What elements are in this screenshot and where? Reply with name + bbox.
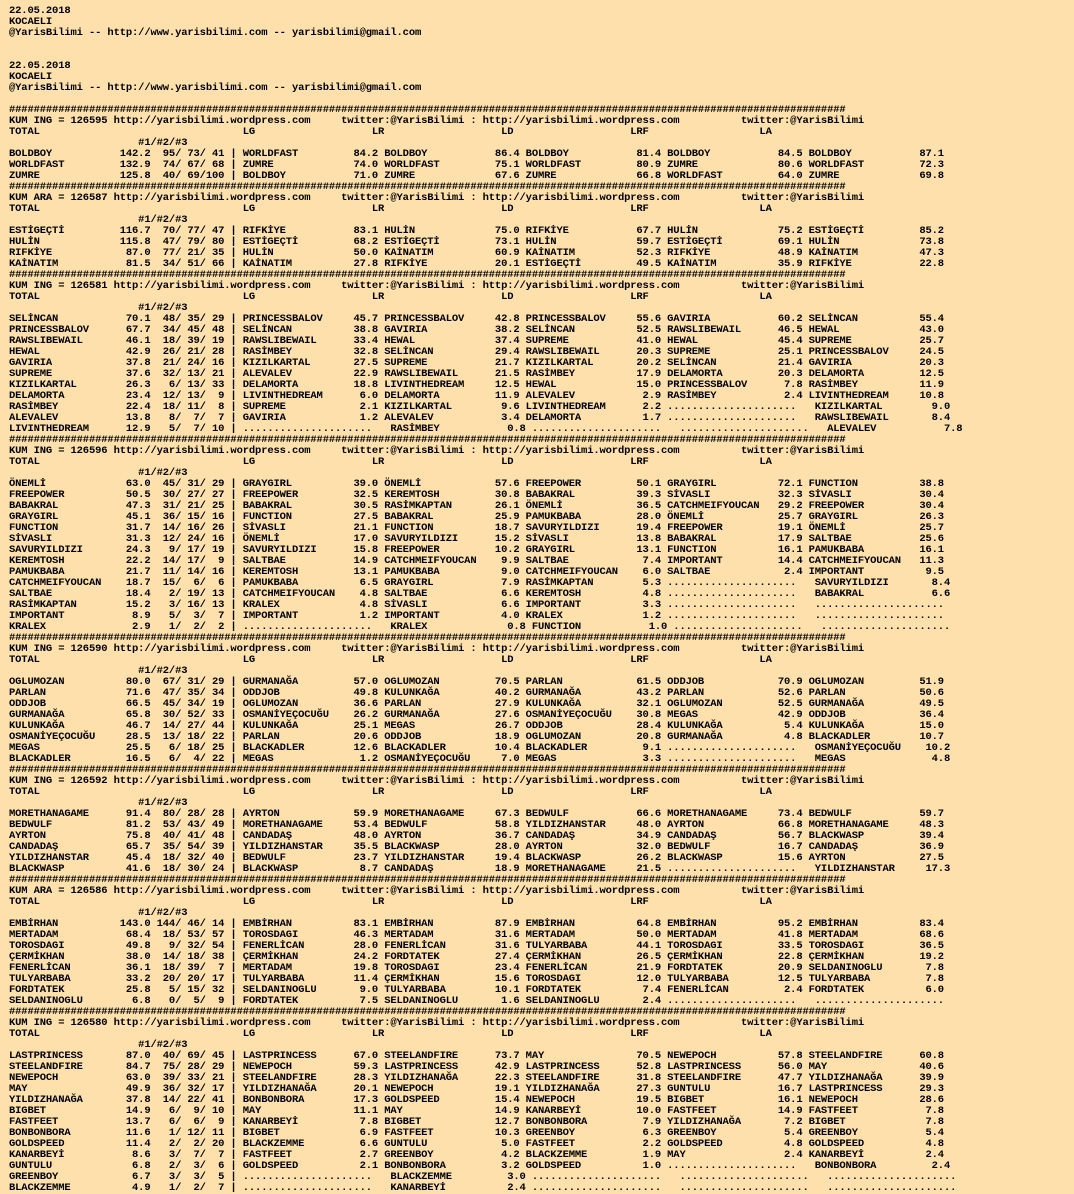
- column-subheader: #1/#2/#3: [9, 137, 188, 149]
- table-row: ALEVALEV 13.8 8/ 7/ 7 | GAVIRIA 1.2 ALEVALEV 3.4 DELAMORTA 1.7 ..................... RAWSLIBEWAIL 8.4: [9, 412, 951, 424]
- column-headers: TOTAL LG LR LD LRF LA: [9, 203, 772, 215]
- race-title: KUM ING = 126596 http://yarisbilimi.wordpress.com twitter:@YarisBilimi : http://yarisbilimi.wordpress.com twitter:@YarisBilimi: [9, 445, 864, 457]
- column-subheader: #1/#2/#3: [9, 214, 188, 226]
- section-separator: ########################################################################################################################################: [9, 269, 846, 281]
- table-row: GOLDSPEED 11.4 2/ 2/ 20 | BLACKZEMME 6.6 GUNTULU 5.0 FASTFEET 2.2 GOLDSPEED 4.8 GOLDSPEED 4.8: [9, 1138, 944, 1150]
- table-row: BIGBET 14.9 6/ 9/ 10 | MAY 11.1 MAY 14.9 KANARBEYİ 10.0 FASTFEET 14.9 FASTFEET 7.8: [9, 1105, 944, 1117]
- column-headers: TOTAL LG LR LD LRF LA: [9, 291, 772, 303]
- contact-line: @YarisBilimi -- http://www.yarisbilimi.com -- yarisbilimi@gmail.com: [9, 27, 422, 39]
- table-row: ÖNEMLİ 63.0 45/ 31/ 29 | GRAYGIRL 39.0 ÖNEMLİ 57.6 FREEPOWER 50.1 GRAYGIRL 72.1 FUNCTION 38.8: [9, 478, 944, 490]
- section-separator: ########################################################################################################################################: [9, 434, 846, 446]
- race-title: KUM ING = 126590 http://yarisbilimi.wordpress.com twitter:@YarisBilimi : http://yarisbilimi.wordpress.com twitter:@YarisBilimi: [9, 643, 864, 655]
- table-row: NEWEPOCH 63.0 39/ 33/ 21 | STEELANDFIRE 28.3 YILDIZHANAĞA 22.3 STEELANDFIRE 31.8 STEELANDFIRE 47.7 YILDIZHANAĞA 39.9: [9, 1072, 944, 1084]
- column-subheader: #1/#2/#3: [9, 1039, 188, 1051]
- table-row: YILDIZHANSTAR 45.4 18/ 32/ 40 | BEDWULF 23.7 YILDIZHANSTAR 19.4 BLACKWASP 26.2 BLACKWASP 15.6 AYRTON 27.5: [9, 852, 944, 864]
- table-row: FREEPOWER 50.5 30/ 27/ 27 | FREEPOWER 32.5 KEREMTOSH 30.8 BABAKRAL 39.3 SİVASLI 32.3 SİVASLI 30.4: [9, 489, 944, 501]
- table-row: GAVIRIA 37.8 21/ 24/ 16 | KIZILKARTAL 27.5 SUPREME 21.7 KIZILKARTAL 20.2 SELİNCAN 21.4 GAVIRIA 20.3: [9, 357, 944, 369]
- table-row: ESTİGEÇTİ 116.7 70/ 77/ 47 | RIFKİYE 83.1 HULİN 75.0 RIFKİYE 67.7 HULİN 75.2 ESTİGEÇTİ 85.2: [9, 225, 944, 237]
- table-row: RAWSLIBEWAIL 46.1 18/ 39/ 19 | RAWSLIBEWAIL 33.4 HEWAL 37.4 SUPREME 41.0 HEWAL 45.4 SUPREME 25.7: [9, 335, 944, 347]
- table-row: YILDIZHANAĞA 37.8 14/ 22/ 41 | BONBONBORA 17.3 GOLDSPEED 15.4 NEWEPOCH 19.5 BIGBET 16.1 NEWEPOCH 28.6: [9, 1094, 944, 1106]
- table-row: PAMUKBABA 21.7 11/ 14/ 16 | KEREMTOSH 13.1 PAMUKBABA 9.0 CATCHMEIFYOUCAN 6.0 SALTBAE 2.4 IMPORTANT 9.5: [9, 566, 944, 578]
- table-row: ZUMRE 125.8 40/ 69/100 | BOLDBOY 71.0 ZUMRE 67.6 ZUMRE 66.8 WORLDFAST 64.0 ZUMRE 69.8: [9, 170, 944, 182]
- column-headers: TOTAL LG LR LD LRF LA: [9, 786, 772, 798]
- table-row: RASİMKAPTAN 15.2 3/ 16/ 13 | KRALEX 4.8 SİVASLI 6.6 IMPORTANT 3.3 ..................... .....................: [9, 599, 944, 611]
- race-title: KUM ING = 126592 http://yarisbilimi.wordpress.com twitter:@YarisBilimi : http://yarisbilimi.wordpress.com twitter:@YarisBilimi: [9, 775, 864, 787]
- race-title: KUM ARA = 126587 http://yarisbilimi.wordpress.com twitter:@YarisBilimi : http://yarisbilimi.wordpress.com twitter:@YarisBilimi: [9, 192, 864, 204]
- table-row: KAİNATIM 81.5 34/ 51/ 66 | KAİNATIM 27.8 RIFKİYE 20.1 ESTİGEÇTİ 49.5 KAİNATIM 35.9 RIFKİYE 22.8: [9, 258, 944, 270]
- section-separator: ########################################################################################################################################: [9, 104, 846, 116]
- table-row: MEGAS 25.5 6/ 18/ 25 | BLACKADLER 12.6 BLACKADLER 10.4 BLACKADLER 9.1 ..................... OSMANİYEÇOCUĞU 10.2: [9, 742, 951, 754]
- table-row: SİVASLI 31.3 12/ 24/ 16 | ÖNEMLİ 17.0 SAVURYILDIZI 15.2 SİVASLI 13.8 BABAKRAL 17.9 SALTBAE 25.6: [9, 533, 944, 545]
- table-row: ÇERMİKHAN 38.0 14/ 18/ 38 | ÇERMİKHAN 24.2 FORDTATEK 27.4 ÇERMİKHAN 26.5 ÇERMİKHAN 22.8 ÇERMİKHAN 19.2: [9, 951, 944, 963]
- contact-line: @YarisBilimi -- http://www.yarisbilimi.com -- yarisbilimi@gmail.com: [9, 82, 422, 94]
- section-separator: ########################################################################################################################################: [9, 874, 846, 886]
- race-title: KUM ING = 126595 http://yarisbilimi.wordpress.com twitter:@YarisBilimi : http://yarisbilimi.wordpress.com twitter:@YarisBilimi: [9, 115, 864, 127]
- table-row: AYRTON 75.8 40/ 41/ 48 | CANDADAŞ 48.0 AYRTON 36.7 CANDADAŞ 34.9 CANDADAŞ 56.7 BLACKWASP 39.4: [9, 830, 944, 842]
- column-headers: TOTAL LG LR LD LRF LA: [9, 654, 772, 666]
- table-row: GRAYGIRL 45.1 36/ 15/ 16 | FUNCTION 27.5 BABAKRAL 25.9 PAMUKBABA 28.0 ÖNEMLİ 25.7 GRAYGIRL 26.3: [9, 511, 944, 523]
- table-row: EMBİRHAN 143.0 144/ 46/ 14 | EMBİRHAN 83.1 EMBİRHAN 87.9 EMBİRHAN 64.8 EMBİRHAN 95.2 EMBİRHAN 83.4: [9, 918, 944, 930]
- table-row: OSMANİYEÇOCUĞU 28.5 13/ 18/ 22 | PARLAN 20.6 ODDJOB 18.9 OGLUMOZAN 20.8 GURMANAĞA 4.8 BLACKADLER 10.7: [9, 731, 944, 743]
- table-row: KANARBEYİ 8.6 3/ 7/ 7 | FASTFEET 2.7 GREENBOY 4.2 BLACKZEMME 1.9 MAY 2.4 KANARBEYİ 2.4: [9, 1149, 944, 1161]
- table-row: SELDANINOGLU 6.8 0/ 5/ 9 | FORDTATEK 7.5 SELDANINOGLU 1.6 SELDANINOGLU 2.4 ..................... .....................: [9, 995, 944, 1007]
- column-headers: TOTAL LG LR LD LRF LA: [9, 1028, 772, 1040]
- table-row: SELİNCAN 70.1 48/ 35/ 29 | PRINCESSBALOV 45.7 PRINCESSBALOV 42.8 PRINCESSBALOV 55.6 GAVIRIA 60.2 SELİNCAN 55.4: [9, 313, 944, 325]
- table-row: DELAMORTA 23.4 12/ 13/ 9 | LIVINTHEDREAM 6.0 DELAMORTA 11.9 ALEVALEV 2.9 RASİMBEY 2.4 LIVINTHEDREAM 10.8: [9, 390, 944, 402]
- report-date: 22.05.2018: [9, 60, 71, 72]
- table-row: GREENBOY 6.7 3/ 3/ 5 | ..................... BLACKZEMME 3.0 ..................... ..................... .....................: [9, 1171, 957, 1183]
- report-city: KOCAELI: [9, 16, 53, 28]
- column-subheader: #1/#2/#3: [9, 467, 188, 479]
- table-row: IMPORTANT 8.9 5/ 3/ 7 | IMPORTANT 1.2 IMPORTANT 4.0 KRALEX 1.2 ..................... .....................: [9, 610, 944, 622]
- blank-line: [9, 39, 1074, 50]
- table-row: CATCHMEIFYOUCAN 18.7 15/ 6/ 6 | PAMUKBABA 6.5 GRAYGIRL 7.9 RASİMKAPTAN 5.3 ..................... SAVURYILDIZI 8.4: [9, 577, 951, 589]
- column-headers: TOTAL LG LR LD LRF LA: [9, 456, 772, 468]
- table-row: STEELANDFIRE 84.7 75/ 28/ 29 | NEWEPOCH 59.3 LASTPRINCESS 42.9 LASTPRINCESS 52.8 LASTPRINCESS 56.0 MAY 40.6: [9, 1061, 944, 1073]
- blank-line: [9, 50, 1074, 61]
- table-row: BLACKADLER 16.5 6/ 4/ 22 | MEGAS 1.2 OSMANİYEÇOCUĞU 7.0 MEGAS 3.3 ..................... MEGAS 4.8: [9, 753, 951, 765]
- table-row: MORETHANAGAME 91.4 80/ 28/ 28 | AYRTON 59.9 MORETHANAGAME 67.3 BEDWULF 66.6 MORETHANAGAME 73.4 BEDWULF 59.7: [9, 808, 944, 820]
- column-subheader: #1/#2/#3: [9, 665, 188, 677]
- section-separator: ########################################################################################################################################: [9, 1006, 846, 1018]
- column-subheader: #1/#2/#3: [9, 302, 188, 314]
- table-row: GURMANAĞA 65.8 30/ 52/ 33 | OSMANİYEÇOCUĞU 26.2 GURMANAĞA 27.6 OSMANİYEÇOCUĞU 30.8 MEGAS 42.9 ODDJOB 36.4: [9, 709, 944, 721]
- table-row: GUNTULU 6.8 2/ 3/ 6 | GOLDSPEED 2.1 BONBONBORA 3.2 GOLDSPEED 1.0 ..................... BONBONBORA 2.4: [9, 1160, 951, 1172]
- race-title: KUM ARA = 126586 http://yarisbilimi.wordpress.com twitter:@YarisBilimi : http://yarisbilimi.wordpress.com twitter:@YarisBilimi: [9, 885, 864, 897]
- table-row: BEDWULF 81.2 53/ 43/ 49 | MORETHANAGAME 53.4 BEDWULF 58.8 YILDIZHANSTAR 48.0 AYRTON 66.8 MORETHANAGAME 48.3: [9, 819, 944, 831]
- section-separator: ########################################################################################################################################: [9, 181, 846, 193]
- table-row: KULUNKAĞA 46.7 14/ 27/ 44 | KULUNKAĞA 25.1 MEGAS 26.7 ODDJOB 28.4 KULUNKAĞA 5.4 KULUNKAĞA 15.0: [9, 720, 944, 732]
- table-row: BLACKZEMME 4.9 1/ 2/ 7 | ..................... KANARBEYİ 2.4 ..................... ..................... .....................: [9, 1182, 957, 1194]
- table-row: RASİMBEY 22.4 18/ 11/ 8 | SUPREME 2.1 KIZILKARTAL 9.6 LIVINTHEDREAM 2.2 ..................... KIZILKARTAL 9.0: [9, 401, 951, 413]
- column-headers: TOTAL LG LR LD LRF LA: [9, 896, 772, 908]
- table-row: BLACKWASP 41.6 18/ 30/ 24 | BLACKWASP 8.7 CANDADAŞ 18.9 MORETHANAGAME 21.5 ..................... YILDIZHANSTAR 17.3: [9, 863, 951, 875]
- table-row: KEREMTOSH 22.2 14/ 17/ 9 | SALTBAE 14.9 CATCHMEIFYOUCAN 9.9 SALTBAE 7.4 IMPORTANT 14.4 CATCHMEIFYOUCAN 11.3: [9, 555, 944, 567]
- table-row: PARLAN 71.6 47/ 35/ 34 | ODDJOB 49.8 KULUNKAĞA 40.2 GURMANAĞA 43.2 PARLAN 52.6 PARLAN 50.6: [9, 687, 944, 699]
- table-row: BABAKRAL 47.3 31/ 21/ 25 | BABAKRAL 30.5 RASİMKAPTAN 26.1 ÖNEMLİ 36.5 CATCHMEIFYOUCAN 29.2 FREEPOWER 30.4: [9, 500, 944, 512]
- table-row: FORDTATEK 25.8 5/ 15/ 32 | SELDANINOGLU 9.0 TULYARBABA 10.1 FORDTATEK 7.4 FENERLİCAN 2.4 FORDTATEK 6.0: [9, 984, 944, 996]
- table-row: FASTFEET 13.7 6/ 6/ 9 | KANARBEYİ 7.8 BIGBET 12.7 BONBONBORA 7.9 YILDIZHANAĞA 7.2 BIGBET 7.8: [9, 1116, 944, 1128]
- table-row: LASTPRINCESS 87.0 40/ 69/ 45 | LASTPRINCESS 67.0 STEELANDFIRE 73.7 MAY 70.5 NEWEPOCH 57.8 STEELANDFIRE 60.8: [9, 1050, 944, 1062]
- section-separator: ########################################################################################################################################: [9, 632, 846, 644]
- table-row: FENERLİCAN 36.1 18/ 39/ 7 | MERTADAM 19.8 TOROSDAGI 23.4 FENERLİCAN 21.9 FORDTATEK 20.9 SELDANINOGLU 7.8: [9, 962, 944, 974]
- table-row: PRINCESSBALOV 67.7 34/ 45/ 48 | SELİNCAN 38.8 GAVIRIA 38.2 SELİNCAN 52.5 RAWSLIBEWAIL 46.5 HEWAL 43.0: [9, 324, 944, 336]
- table-row: RIFKİYE 87.0 77/ 21/ 35 | HULİN 50.0 KAİNATIM 60.9 KAİNATIM 52.3 RIFKİYE 48.9 KAİNATIM 47.3: [9, 247, 944, 259]
- column-subheader: #1/#2/#3: [9, 797, 188, 809]
- table-row: LIVINTHEDREAM 12.9 5/ 7/ 10 | ..................... RASİMBEY 0.8 ..................... ..................... ALEVALEV 7.8: [9, 423, 963, 435]
- table-row: SALTBAE 18.4 2/ 19/ 13 | CATCHMEIFYOUCAN 4.8 SALTBAE 6.6 KEREMTOSH 4.8 ..................... BABAKRAL 6.6: [9, 588, 951, 600]
- table-row: SUPREME 37.6 32/ 13/ 21 | ALEVALEV 22.9 RAWSLIBEWAIL 21.5 RASİMBEY 17.9 DELAMORTA 20.3 DELAMORTA 12.5: [9, 368, 944, 380]
- report-date: 22.05.2018: [9, 5, 71, 17]
- race-title: KUM ING = 126580 http://yarisbilimi.wordpress.com twitter:@YarisBilimi : http://yarisbilimi.wordpress.com twitter:@YarisBilimi: [9, 1017, 864, 1029]
- table-row: TULYARBABA 33.2 20/ 20/ 17 | TULYARBABA 11.4 ÇERMİKHAN 15.6 TOROSDAGI 12.0 TULYARBABA 12.5 TULYARBABA 7.8: [9, 973, 944, 985]
- table-row: ODDJOB 66.5 45/ 34/ 19 | OGLUMOZAN 36.6 PARLAN 27.9 KULUNKAĞA 32.1 OGLUMOZAN 52.5 GURMANAĞA 49.5: [9, 698, 944, 710]
- table-row: CANDADAŞ 65.7 35/ 54/ 39 | YILDIZHANSTAR 35.5 BLACKWASP 28.0 AYRTON 32.0 BEDWULF 16.7 CANDADAŞ 36.9: [9, 841, 944, 853]
- section-separator: ########################################################################################################################################: [9, 764, 846, 776]
- table-row: BONBONBORA 11.6 1/ 12/ 11 | BIGBET 6.9 FASTFEET 10.3 GREENBOY 6.3 GREENBOY 5.4 GREENBOY 5.4: [9, 1127, 944, 1139]
- table-row: KIZILKARTAL 26.3 6/ 13/ 33 | DELAMORTA 18.8 LIVINTHEDREAM 12.5 HEWAL 15.0 PRINCESSBALOV 7.8 RASİMBEY 11.9: [9, 379, 944, 391]
- table-row: TOROSDAGI 49.8 9/ 32/ 54 | FENERLİCAN 28.0 FENERLİCAN 31.6 TULYARBABA 44.1 TOROSDAGI 33.5 TOROSDAGI 36.5: [9, 940, 944, 952]
- table-row: SAVURYILDIZI 24.3 9/ 17/ 19 | SAVURYILDIZI 15.8 FREEPOWER 10.2 GRAYGIRL 13.1 FUNCTION 16.1 PAMUKBABA 16.1: [9, 544, 944, 556]
- table-row: WORLDFAST 132.9 74/ 67/ 68 | ZUMRE 74.0 WORLDFAST 75.1 WORLDFAST 80.9 ZUMRE 80.6 WORLDFAST 72.3: [9, 159, 944, 171]
- report-city: KOCAELI: [9, 71, 53, 83]
- race-title: KUM ING = 126581 http://yarisbilimi.wordpress.com twitter:@YarisBilimi : http://yarisbilimi.wordpress.com twitter:@YarisBilimi: [9, 280, 864, 292]
- table-row: HEWAL 42.9 26/ 21/ 28 | RASİMBEY 32.8 SELİNCAN 29.4 RAWSLIBEWAIL 20.3 SUPREME 25.1 PRINCESSBALOV 24.5: [9, 346, 944, 358]
- table-row: MERTADAM 68.4 18/ 53/ 57 | TOROSDAGI 46.3 MERTADAM 31.6 MERTADAM 50.0 MERTADAM 41.8 MERTADAM 68.6: [9, 929, 944, 941]
- table-row: HULİN 115.8 47/ 79/ 80 | ESTİGEÇTİ 68.2 ESTİGEÇTİ 73.1 HULİN 59.7 ESTİGEÇTİ 69.1 HULİN 73.8: [9, 236, 944, 248]
- column-subheader: #1/#2/#3: [9, 907, 188, 919]
- table-row: OGLUMOZAN 80.0 67/ 31/ 29 | GURMANAĞA 57.0 OGLUMOZAN 70.5 PARLAN 61.5 ODDJOB 70.9 OGLUMOZAN 51.9: [9, 676, 944, 688]
- table-row: BOLDBOY 142.2 95/ 73/ 41 | WORLDFAST 84.2 BOLDBOY 86.4 BOLDBOY 81.4 BOLDBOY 84.5 BOLDBOY 87.1: [9, 148, 944, 160]
- table-row: MAY 49.9 36/ 32/ 17 | YILDIZHANAĞA 20.1 NEWEPOCH 19.1 YILDIZHANAĞA 27.3 GUNTULU 16.7 LASTPRINCESS 29.3: [9, 1083, 944, 1095]
- table-row: KRALEX 2.9 1/ 2/ 2 | ..................... KRALEX 0.8 FUNCTION 1.0 ..................... .....................: [9, 621, 951, 633]
- column-headers: TOTAL LG LR LD LRF LA: [9, 126, 772, 138]
- table-row: FUNCTION 31.7 14/ 16/ 26 | SİVASLI 21.1 FUNCTION 18.7 SAVURYILDIZI 19.4 FREEPOWER 19.1 ÖNEMLİ 25.7: [9, 522, 944, 534]
